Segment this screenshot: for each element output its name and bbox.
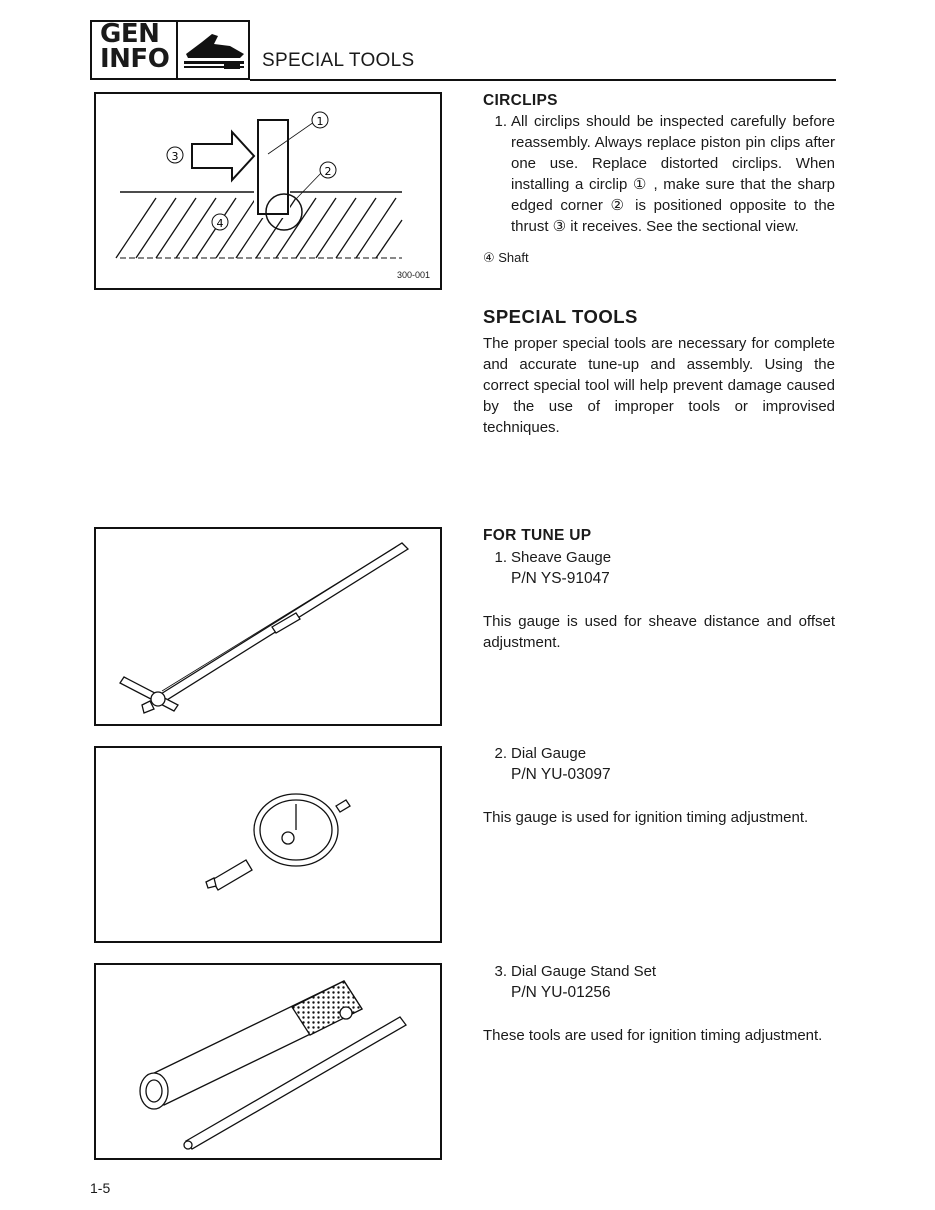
- sheave-gauge-figure: [94, 527, 442, 726]
- circlip-figure: [94, 92, 442, 290]
- tool-2-item: [483, 743, 835, 764]
- tune-up-section: [483, 525, 835, 653]
- special-tools-section: [483, 306, 835, 438]
- figure-code: 300-001: [396, 270, 430, 280]
- dial-gauge-figure: [94, 746, 442, 943]
- logo-line-2: INFO: [100, 44, 170, 74]
- tune-up-heading: FOR TUNE UP: [483, 527, 592, 544]
- snowmobile-icon: [180, 24, 248, 76]
- tool-3-name: Dial Gauge Stand Set: [511, 963, 657, 980]
- circlips-note: ④ Shaft: [483, 250, 529, 265]
- circlips-heading: CIRCLIPS: [483, 92, 558, 109]
- svg-text:3: 3: [171, 150, 179, 163]
- svg-text:2: 2: [324, 165, 332, 178]
- svg-text:1: 1: [316, 115, 324, 128]
- special-tools-intro: The proper special tools are necessary for complete and accurate tune-up and assembly. Using the correct special tool will help prevent damage caused by the use of improper tools or improvised techniques.: [483, 335, 835, 436]
- tool-2-description: This gauge is used for ignition timing adjustment.: [483, 809, 809, 826]
- svg-text:4: 4: [216, 217, 224, 230]
- tool-2-name: Dial Gauge: [511, 745, 587, 762]
- tool-3-item: [483, 961, 835, 982]
- header-rule: [250, 79, 836, 81]
- logo-line-1: GEN: [100, 19, 160, 49]
- tool-1-part-number: P/N YS-91047: [511, 570, 610, 587]
- tool-2-part-number: P/N YU-03097: [511, 766, 611, 783]
- tool-3-description: These tools are used for ignition timing adjustment.: [483, 1027, 823, 1044]
- tool-2-number: 2.: [494, 745, 507, 762]
- tool-2-section: [483, 743, 835, 828]
- circlips-item-text: All circlips should be inspected carefully before reassembly. Always replace piston pin clips after one use. Replace distorted circlips. When installing a circlip ① , make sure that the sharp edged corner ② is positioned opposite to the thrust ③ it receives. See the sectional view.: [511, 113, 835, 235]
- circlip-diagram: [96, 94, 440, 288]
- special-tools-heading: SPECIAL TOOLS: [483, 306, 638, 327]
- circlips-section: [483, 90, 835, 268]
- dial-gauge-drawing: [96, 748, 440, 941]
- tool-3-number: 3.: [494, 963, 507, 980]
- tool-1-description: This gauge is used for sheave distance and offset adjustment.: [483, 613, 835, 651]
- tool-1-item: [483, 547, 835, 568]
- tool-3-section: [483, 961, 835, 1046]
- tool-3-part-number: P/N YU-01256: [511, 984, 611, 1001]
- gen-info-logo-text: [92, 19, 178, 78]
- tool-1-name: Sheave Gauge: [511, 549, 612, 566]
- page-section-title: SPECIAL TOOLS: [262, 50, 415, 71]
- circlips-item: [483, 111, 835, 237]
- tool-1-number: 1.: [494, 549, 507, 566]
- sheave-gauge-drawing: [96, 529, 440, 724]
- dial-gauge-stand-figure: [94, 963, 442, 1160]
- circlips-item-number: 1.: [494, 113, 507, 130]
- page-number: 1-5: [90, 1180, 111, 1196]
- dial-gauge-stand-drawing: [96, 965, 440, 1158]
